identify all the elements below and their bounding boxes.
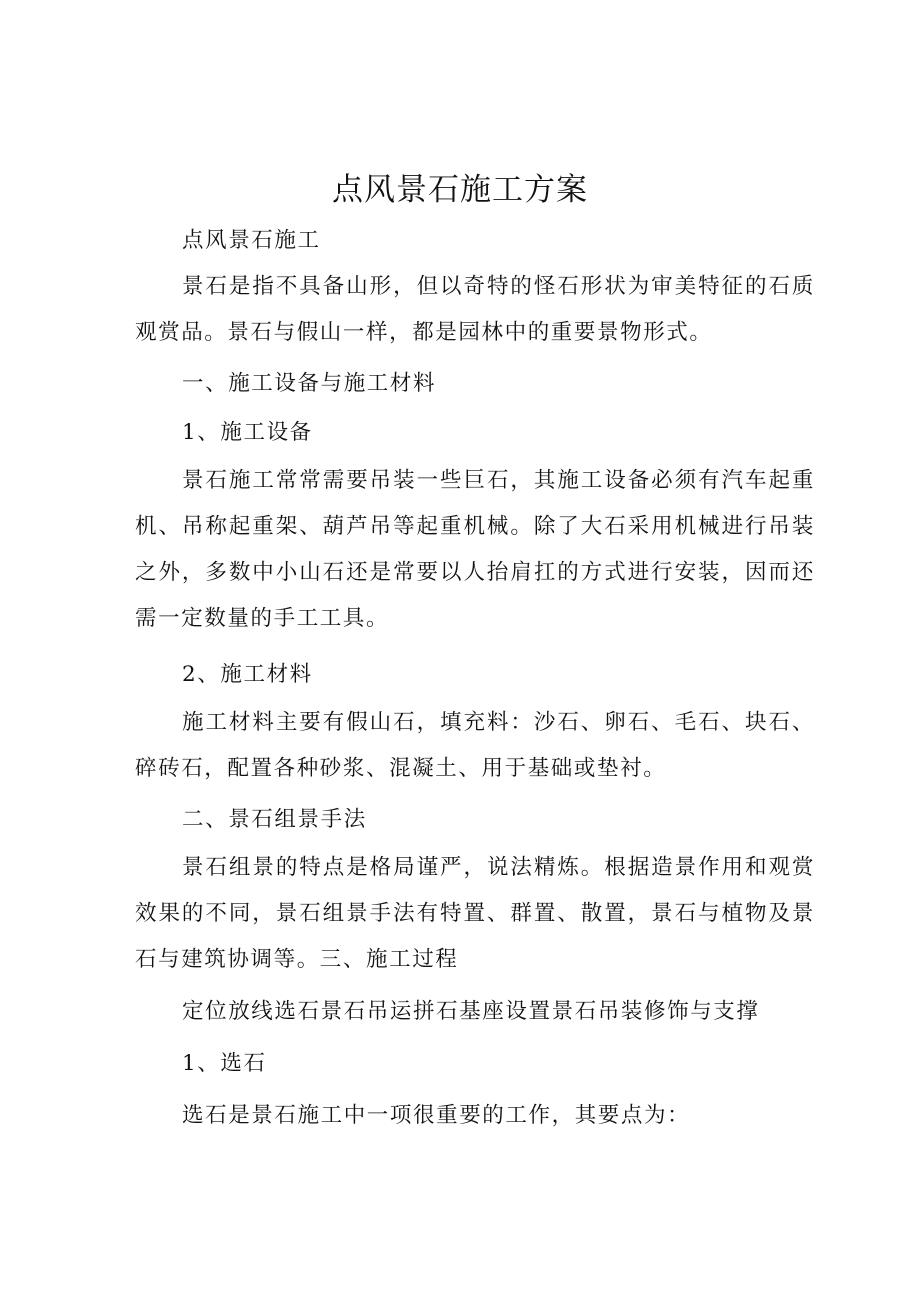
- paragraph-intro: 景石是指不具备山形，但以奇特的怪石形状为审美特征的石质观赏品。景石与假山一样，都是园林中的重要景物形式。: [135, 274, 815, 345]
- paragraph-subtitle: 点风景石施工: [182, 228, 321, 253]
- document-title: 点风景石施工方案: [332, 172, 588, 208]
- subheading-stone-selection: 1、选石: [182, 1051, 267, 1076]
- paragraph-materials: 施工材料主要有假山石，填充料：沙石、卵石、毛石、块石、碎砖石，配置各种砂浆、混凝土、用于基础或垫衬。: [135, 710, 815, 781]
- subheading-materials: 2、施工材料: [182, 662, 313, 687]
- section-heading-equipment-materials: 一、施工设备与施工材料: [182, 371, 437, 396]
- paragraph-process-steps: 定位放线选石景石吊运拼石基座设置景石吊装修饰与支撑: [182, 999, 760, 1024]
- subheading-equipment: 1、施工设备: [182, 420, 313, 445]
- paragraph-composition: 景石组景的特点是格局谨严，说法精炼。根据造景作用和观赏效果的不同，景石组景手法有特置、群置、散置，景石与植物及景石与建筑协调等。三、施工过程: [135, 855, 815, 972]
- paragraph-equipment: 景石施工常常需要吊装一些巨石，其施工设备必须有汽车起重机、吊称起重架、葫芦吊等起重机械。除了大石采用机械进行吊装之外，多数中小山石还是常要以人抬肩扛的方式进行安装，因而还需一定数量的手工工具。: [135, 468, 815, 631]
- paragraph-stone-selection: 选石是景石施工中一项很重要的工作，其要点为：: [182, 1103, 691, 1128]
- section-heading-composition: 二、景石组景手法: [182, 807, 367, 832]
